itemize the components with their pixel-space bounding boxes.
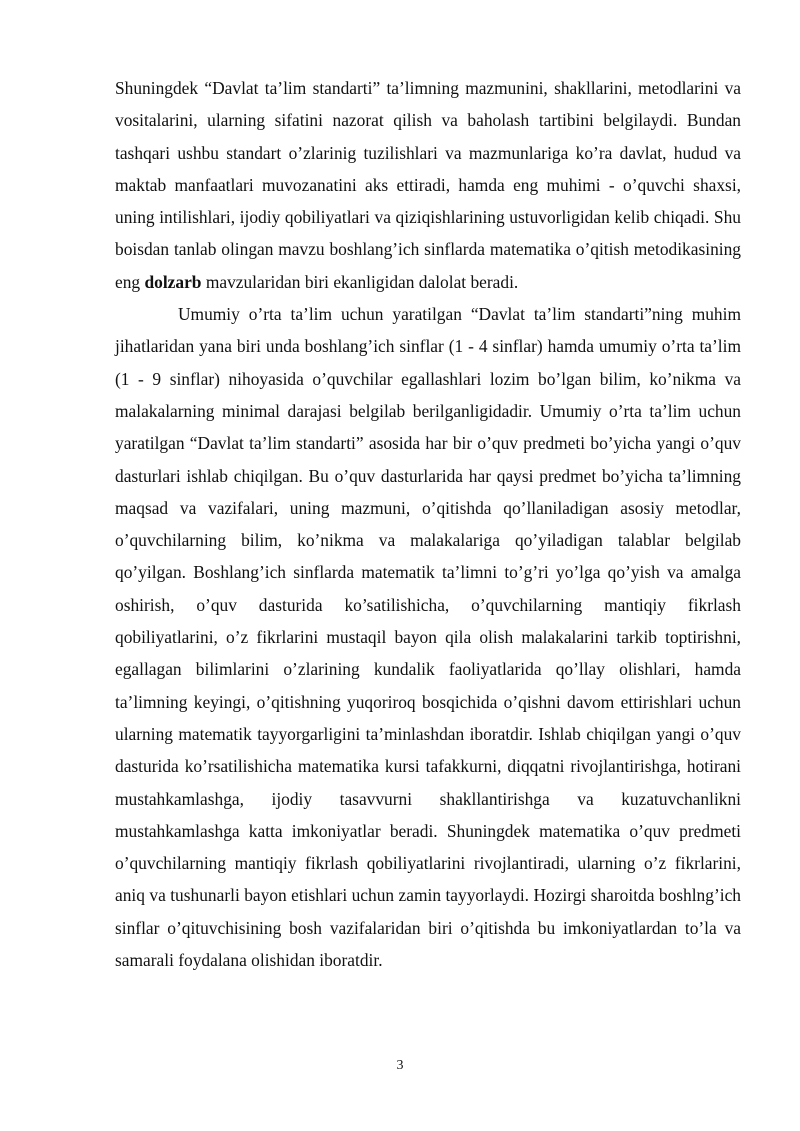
bold-keyword: dolzarb — [144, 271, 202, 292]
paragraph-1-text-before: Shuningdek “Davlat ta’lim standarti” ta’limning mazmunini, shakllarini, metodlarini va vositalarini, ularning sifatini nazorat qilish va baholash tartibini belgilaydi. Bundan tashqari ushbu standart o’zlarinig tuzilishlari va mazmunlariga ko’ra davlat, hudud va maktab manfaatlari muvozanatini aks ettiradi, hamda eng muhimi - o’quvchi shaxsi, uning intilishlari, ijodiy qobiliyatlari va qiziqishlarining ustuvorligidan kelib chiqadi. Shu boisdan tanlab olingan mavzu boshlang’ich sinflarda matematika o’qitish metodikasining eng — [115, 78, 741, 292]
document-page — [115, 72, 741, 976]
paragraph-1 — [115, 72, 741, 298]
paragraph-1-text-after: mavzularidan biri ekanligidan dalolat beradi. — [201, 271, 519, 292]
paragraph-2: Umumiy o’rta ta’lim uchun yaratilgan “Davlat ta’lim standarti”ning muhim jihatlaridan yana biri unda boshlang’ich sinflar (1 - 4 sinflar) hamda umumiy o’rta ta’lim (1 - 9 sinflar) nihoyasida o’quvchilar egallashlari lozim bo’lgan bilim, ko’nikma va malakalarning minimal darajasi belgilab berilganligidadir. Umumiy o’rta ta’lim uchun yaratilgan “Davlat ta’lim standarti” asosida har bir o’quv predmeti bo’yicha yangi o’quv dasturlari ishlab chiqilgan. Bu o’quv dasturlarida har qaysi predmet bo’yicha ta’limning maqsad va vazifalari, uning mazmuni, o’qitishda qo’llaniladigan asosiy metodlar, o’quvchilarning bilim, ko’nikma va malakalariga qo’yiladigan talablar belgilab qo’yilgan. Boshlang’ich sinflarda matematik ta’limni to’g’ri yo’lga qo’yish va amalga oshirish, o’quv dasturida ko’satilishicha, o’quvchilarning mantiqiy fikrlash qobiliyatlarini, o’z fikrlarini mustaqil bayon qila olish malakalarini tarkib toptirishni, egallagan bilimlarini o’zlarining kundalik faoliyatlarida qo’llay olishlari, hamda ta’limning keyingi, o’qitishning yuqoriroq bosqichida o’qishni davom ettirishlari uchun ularning matematik tayyorgarligini ta’minlashdan iboratdir. Ishlab chiqilgan yangi o’quv dasturida ko’rsatilishicha matematika kursi tafakkurni, diqqatni rivojlantirishga, hotirani mustahkamlashga, ijodiy tasavvurni shakllantirishga va kuzatuvchanlikni mustahkamlashga katta imkoniyatlar beradi. Shuningdek matematika o’quv predmeti o’quvchilarning mantiqiy fikrlash qobiliyatlarini rivojlantiradi, ularning o’z fikrlarini, aniq va tushunarli bayon etishlari uchun zamin tayyorlaydi. Hozirgi sharoitda boshlng’ich sinflar o’qituvchisining bosh vazifalaridan biri o’qitishda bu imkoniyatlardan to’la va samarali foydalana olishidan iboratdir. — [115, 304, 741, 971]
page-number: 3 — [396, 1058, 404, 1073]
